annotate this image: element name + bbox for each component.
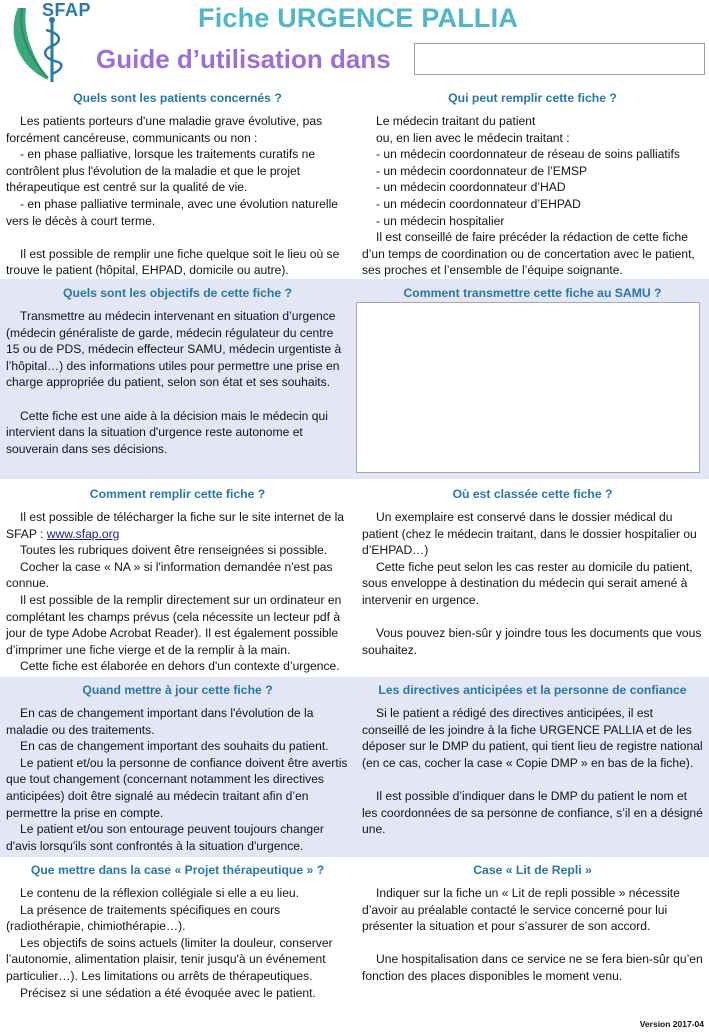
band-3 [0, 479, 709, 677]
paragraph: Cocher la case « NA » si l'information demandée n'est pas connue. [6, 559, 333, 591]
paragraph: Le patient et/ou son entourage peuvent toujours changer d'avis lorsqu'ils sont confrontés à la situation d'urgence. [6, 822, 324, 853]
section-body [6, 113, 349, 279]
section-title: Qui peut remplir cette fiche ? [448, 91, 617, 105]
band-5 [0, 857, 709, 1017]
section-transmit [362, 285, 703, 301]
transmit-samu-textbox[interactable] [356, 302, 700, 473]
section-body [362, 113, 703, 279]
paragraph: Un exemplaire est conservé dans le dossier médical du patient (chez le médecin traitant, dans le dossier hospitalier ou d’EHPAD…) [362, 510, 697, 558]
paragraph: - en phase palliative terminale, avec une évolution naturelle vers le décès à court terme. [6, 196, 338, 228]
section-title: Que mettre dans la case « Projet thérapeutique » ? [30, 863, 325, 877]
paragraph: Il est conseillé de faire précéder la rédaction de cette fiche d’un temps de coordination ou de concertation avec le patient, ses proches et l’ensemble de l’équipe soignante. [362, 230, 695, 278]
page-header [0, 0, 709, 82]
section-body [362, 509, 703, 658]
list-item: - un médecin coordonnateur de réseau de soins palliatifs [376, 147, 680, 162]
section-therapeutic-project [6, 862, 349, 1001]
paragraph: Cette fiche peut selon les cas rester au domicile du patient, sous enveloppe à destination du médecin qui serait amené à intervenir en urgence. [362, 559, 693, 607]
sfap-website-link[interactable]: www.sfap.org [46, 526, 120, 541]
section-body [362, 705, 703, 838]
section-where-filed [362, 486, 703, 658]
list-item: - un médecin coordonnateur d’HAD [376, 180, 566, 195]
section-fallback-bed [362, 862, 703, 985]
version-label: Version 2017-04 [639, 1019, 704, 1029]
section-title: Quels sont les patients concernés ? [73, 91, 282, 105]
paragraph: Vous pouvez bien-sûr y joindre tous les documents que vous souhaitez. [362, 626, 702, 657]
paragraph: Le contenu de la réflexion collégiale si elle a eu lieu. [20, 886, 300, 900]
page-title: Fiche URGENCE PALLIA [198, 3, 519, 33]
logo-text: SFAP [42, 0, 92, 20]
page-subtitle: Guide d’utilisation dans [96, 44, 391, 74]
section-objectives [6, 285, 349, 457]
paragraph: Il est possible de remplir une fiche quelque soit le lieu où se trouve le patient (hôpital, EHPAD, domicile ou autre). [6, 246, 340, 278]
section-how-to-fill [6, 486, 349, 675]
list-item: - un médecin coordonnateur d’EHPAD [376, 196, 581, 211]
section-title: Comment remplir cette fiche ? [89, 487, 266, 501]
section-title: Quand mettre à jour cette fiche ? [82, 683, 273, 697]
list-item: - un médecin hospitalier [376, 213, 505, 228]
band-1 [0, 86, 709, 279]
paragraph: Toutes les rubriques doivent être renseignées si possible. [20, 543, 328, 558]
paragraph: Une hospitalisation dans ce service ne se fera bien-sûr qu’en fonction des places disponibles le moment venu. [362, 952, 703, 983]
section-advance-directives [362, 682, 703, 838]
section-body [362, 885, 703, 985]
paragraph: En cas de changement important des souhaits du patient. [20, 739, 329, 754]
paragraph: - en phase palliative, lorsque les traitements curatifs ne contrôlent plus l'évolution de la maladie et que le projet thérapeutique est centré sur la qualité de vie. [6, 147, 316, 195]
band-4 [0, 677, 709, 857]
section-title: Où est classée cette fiche ? [452, 487, 613, 501]
location-input[interactable] [414, 43, 705, 75]
paragraph: Il est possible d’indiquer dans le DMP du patient le nom et les coordonnées de sa personne de confiance, s’il en a désigné une. [362, 788, 703, 837]
paragraph: Le médecin traitant du patient [376, 114, 536, 128]
section-title: Les directives anticipées et la personne de confiance [378, 683, 687, 697]
section-patients [6, 90, 349, 279]
paragraph: Indiquer sur la fiche un « Lit de repli possible » nécessite d’avoir au préalable contacté le service concerné pour lui présenter la situation et pour s’assurer de son accord. [362, 886, 680, 934]
paragraph [6, 509, 349, 542]
section-title: Comment transmettre cette fiche au SAMU ? [403, 286, 662, 300]
paragraph: La présence de traitements spécifiques en cours (radiothérapie, chimiothérapie…). [6, 902, 281, 934]
paragraph: Cette fiche est une aide à la décision mais le médecin qui intervient dans la situation d'urgence reste autonome et souverain dans ses décisions. [6, 408, 328, 456]
section-update [6, 682, 349, 854]
paragraph-text: Il est possible de télécharger la fiche sur le site internet de la SFAP : [6, 510, 345, 541]
paragraph: En cas de changement important dans l'évolution de la maladie ou des traitements. [6, 706, 314, 737]
section-body [6, 705, 349, 854]
section-body [6, 885, 349, 1001]
paragraph: Le patient et/ou la personne de confiance doivent être avertis que tout changement (concernant notamment les directives anticipées) doit être signalé au médecin traitant afin d’en permettre la prise en compte. [6, 755, 348, 820]
paragraph: Les patients porteurs d'une maladie grave évolutive, pas forcément cancéreuse, communicants ou non : [6, 114, 323, 145]
section-title: Quels sont les objectifs de cette fiche ? [63, 286, 292, 300]
list-item: - un médecin coordonnateur de l’EMSP [376, 163, 588, 178]
paragraph: Transmettre au médecin intervenant en situation d’urgence (médecin généraliste de garde, médecin régulateur du centre 15 ou de PDS, médecin effecteur SAMU, médecin urgentiste à l’hôpital…) des informations utiles pour permettre une prise en charge appropriée du patient, selon son état et ses souhaits. [6, 309, 342, 390]
section-who-fills [362, 90, 703, 279]
section-title: Case « Lit de Repli » [473, 863, 592, 877]
section-body [6, 509, 349, 675]
paragraph: ou, en lien avec le médecin traitant : [376, 130, 570, 145]
paragraph: Il est possible de la remplir directement sur un ordinateur en complétant les champs prévus (cela nécessite un lecteur pdf à jour de type Adobe Acrobat Reader). Il est également possible d’imprimer une fiche vierge et de la remplir à la main. [6, 592, 342, 657]
section-body [6, 308, 349, 457]
paragraph: Les objectifs de soins actuels (limiter la douleur, conserver l’autonomie, alimentation plaisir, tenir jusqu'à un événement particulier…). Les limitations ou arrêts de thérapeutiques. [6, 935, 333, 983]
paragraph: Si le patient a rédigé des directives anticipées, il est conseillé de les joindre à la fiche URGENCE PALLIA et de les déposer sur le DMP du patient, qui tient lieu de registre national (en ce cas, cocher la case « Copie DMP » en bas de la fiche). [362, 706, 703, 770]
paragraph: Cette fiche est élaborée en dehors d'un contexte d’urgence. [20, 659, 340, 674]
paragraph: Précisez si une sédation a été évoquée avec le patient. [20, 985, 316, 1000]
